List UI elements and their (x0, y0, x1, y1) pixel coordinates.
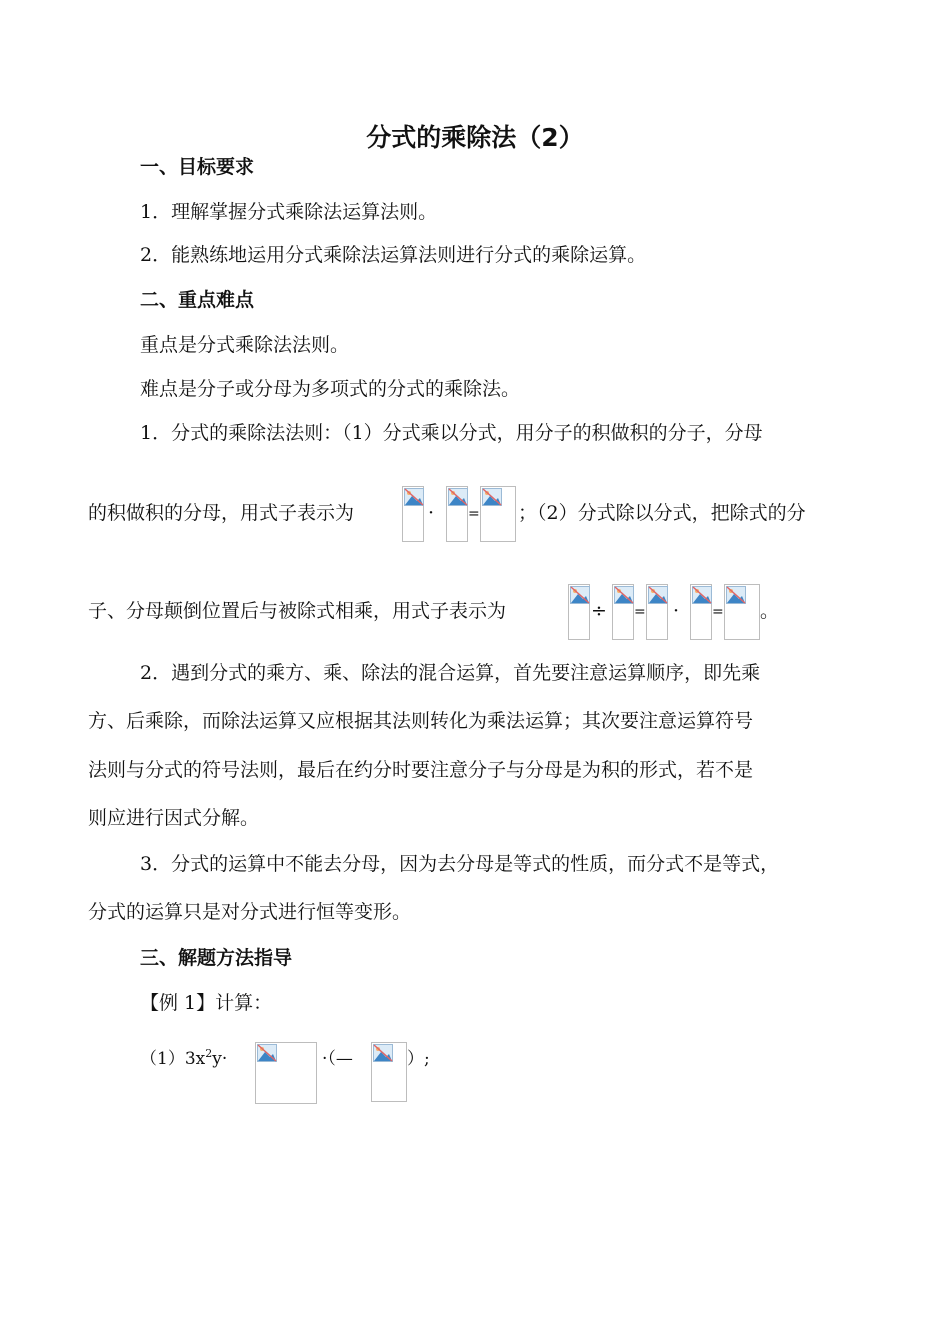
goal-item-1: 1．理解掌握分式乘除法运算法则。 (140, 201, 438, 223)
formula-image (446, 486, 468, 542)
equals-sign: = (712, 604, 724, 620)
broken-image-icon (648, 586, 668, 604)
rule1-line-2-start: 的积做积的分母，用式子表示为 (88, 502, 355, 524)
goal-item-2: 2．能熟练地运用分式乘除法运算法则进行分式的乘除运算。 (140, 244, 647, 266)
rule1-line-1: 1．分式的乘除法法则：（1）分式乘以分式，用分子的积做积的分子，分母 (140, 422, 763, 444)
rule3-line-1: 3．分式的运算中不能去分母，因为去分母是等式的性质，而分式不是等式， (140, 853, 780, 875)
page-title: 分式的乘除法（2） (366, 123, 584, 152)
example-1-expression (140, 1046, 227, 1072)
example-1-end: ）; (407, 1049, 430, 1069)
divide-sign: ÷ (591, 600, 607, 622)
formula-image (690, 584, 712, 640)
example-label: 【例 1】计算： (140, 992, 273, 1014)
broken-image-icon (373, 1044, 393, 1062)
formula-image (480, 486, 516, 542)
example-1-middle: ·（— (322, 1049, 353, 1069)
section-heading-methods: 三、解题方法指导 (140, 947, 293, 969)
formula-image (646, 584, 668, 640)
broken-image-icon (482, 488, 502, 506)
rule3-line-2: 分式的运算只是对分式进行恒等变形。 (88, 901, 412, 923)
section-heading-goals: 一、目标要求 (140, 156, 255, 178)
broken-image-icon (404, 488, 424, 506)
example-1-variable: y (212, 1049, 222, 1069)
rule2-line-2: 方、后乘除，而除法运算又应根据其法则转化为乘法运算；其次要注意运算符号 (88, 710, 754, 732)
multiply-dot: · (221, 1049, 228, 1069)
multiply-dot: · (673, 600, 680, 622)
key-point-text: 重点是分式乘除法法则。 (140, 334, 350, 356)
example-1-exponent: 2 (205, 1047, 213, 1060)
rule1-line-2-end: ；（2）分式除以分式，把除式的分 (518, 502, 806, 524)
rule2-line-3: 法则与分式的符号法则，最后在约分时要注意分子与分母是为积的形式，若不是 (88, 759, 754, 781)
broken-image-icon (257, 1044, 277, 1062)
formula-image (371, 1042, 407, 1102)
broken-image-icon (692, 586, 712, 604)
broken-image-icon (570, 586, 590, 604)
rule1-line-3-start: 子、分母颠倒位置后与被除式相乘，用式子表示为 (88, 600, 507, 622)
broken-image-icon (614, 586, 634, 604)
difficult-point-text: 难点是分子或分母为多项式的分式的乘除法。 (140, 378, 521, 400)
formula-image (255, 1042, 317, 1104)
rule1-line-3-end: 。 (760, 600, 780, 622)
equals-sign: = (634, 604, 646, 620)
broken-image-icon (448, 488, 468, 506)
rule2-line-4: 则应进行因式分解。 (88, 807, 260, 829)
section-heading-key-points: 二、重点难点 (140, 289, 255, 311)
formula-image (568, 584, 590, 640)
example-1-prefix: （1）3x (140, 1049, 206, 1069)
formula-image (724, 584, 760, 640)
formula-image (402, 486, 424, 542)
multiply-dot: · (428, 502, 435, 524)
rule2-line-1: 2．遇到分式的乘方、乘、除法的混合运算，首先要注意运算顺序，即先乘 (140, 662, 761, 684)
broken-image-icon (726, 586, 746, 604)
equals-sign: = (468, 506, 480, 522)
formula-image (612, 584, 634, 640)
